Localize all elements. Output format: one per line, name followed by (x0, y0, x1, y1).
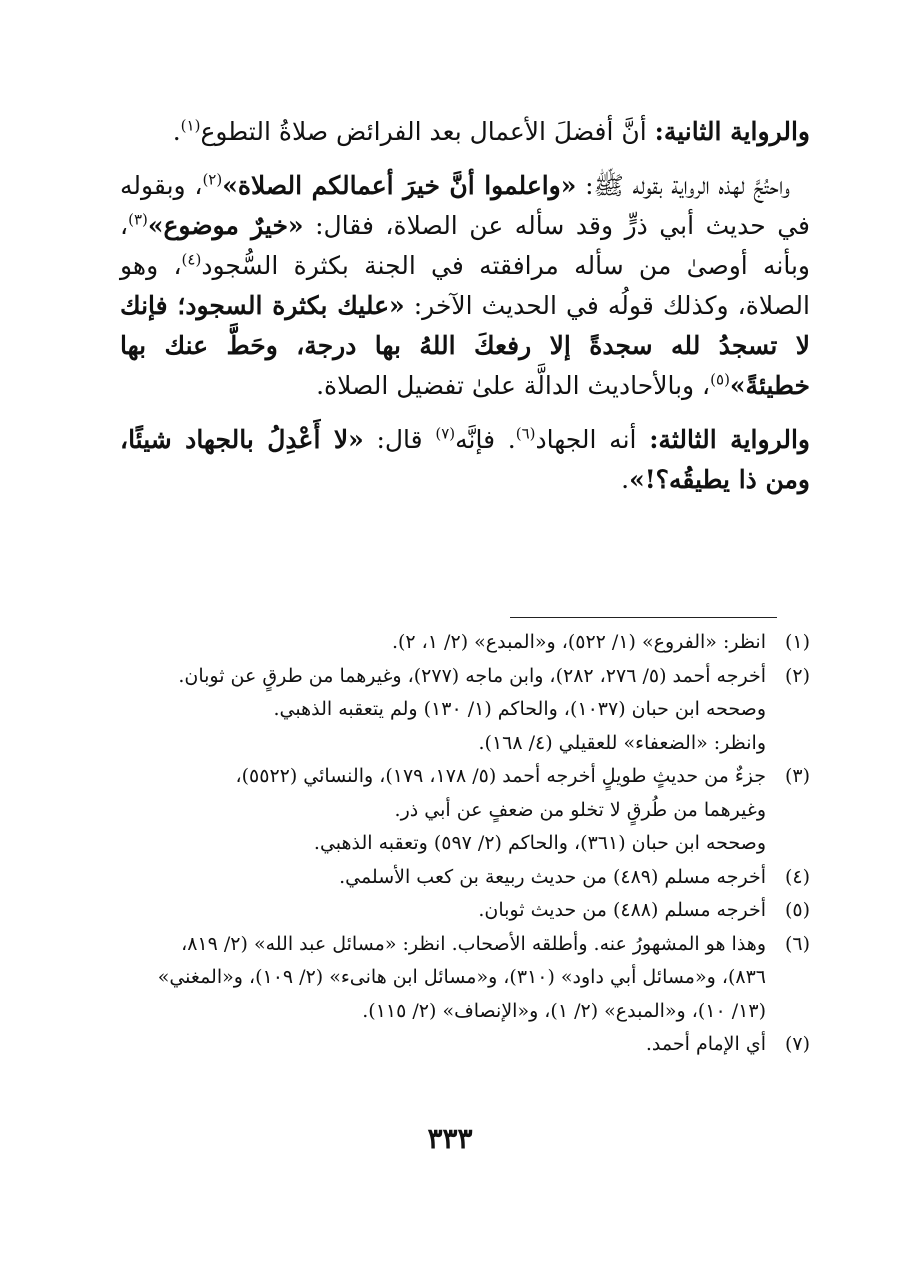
footnote-line: أخرجه مسلم (٤٨٨) من حديث ثوبان. (478, 899, 766, 921)
hadith-quote: «واعلموا أنَّ خيرَ أعمالكم الصلاة» (222, 171, 577, 200)
footnote-line: أي الإمام أحمد. (645, 1033, 766, 1055)
footnote-line: أخرجه مسلم (٤٨٩) من حديث ربيعة بن كعب الأسلمي. (339, 865, 766, 888)
paragraph-text: . (172, 117, 181, 146)
footnote-item (120, 1028, 810, 1062)
footnote-number: (١) (784, 631, 810, 653)
paragraph-text: ، وبالأحاديث الدالَّة علىٰ تفضيل الصلاة. (316, 371, 711, 400)
footnote-ref: (١) (180, 116, 201, 135)
footnote-body (120, 1028, 766, 1062)
footnote-ref: (٥) (710, 370, 730, 389)
footnote-body (120, 760, 766, 861)
footnote-line: انظر: «الفروع» (١/ ٥٢٢)، و«المبدع» (٢/ ١، ٢). (391, 631, 766, 653)
footnote-body (120, 626, 766, 660)
paragraph-text: أنَّ أفضلَ الأعمال بعد الفرائض صلاةُ التطوع (200, 117, 655, 146)
hadith-quote: «لا أَعْدِلُ بالجهاد شيئًا، ومن ذا يطيقُه؟!» (120, 425, 810, 494)
footnote-line: وانظر: «الضعفاء» للعقيلي (٤/ ١٦٨). (478, 731, 766, 754)
paragraph-text: واحتُجَّ لهذه الرواية بقوله ﷺ: (576, 171, 790, 200)
footnotes (120, 626, 810, 1062)
footnote-line: أخرجه أحمد (٥/ ٢٧٦، ٢٨٢)، وابن ماجه (٢٧٧)، وغيرهما من طرقٍ عن ثوبان. (178, 664, 766, 687)
paragraph-lead: والرواية الثانية: (654, 117, 810, 146)
paragraph-text: . (621, 465, 630, 494)
paragraph-second-narration (120, 112, 810, 152)
paragraph-text: ، وهو الصلاة، وكذلك قولُه في الحديث الآخر: (120, 251, 810, 320)
paragraph-text: ، وبقوله في حديث أبي ذرٍّ وقد سأله عن الصلاة، فقال: (120, 171, 810, 240)
footnote-line: ٨٣٦)، و«مسائل أبي داود» (٣١٠)، و«مسائل ابن هانىء» (٢/ ١٠٩)، و«المغني» (157, 966, 766, 988)
paragraph-text: قال: (363, 425, 436, 454)
footnote-item (120, 894, 810, 928)
paragraph-text: . فإنَّه (455, 425, 516, 454)
footnote-number: (٢) (784, 664, 810, 687)
footnote-ref: (٢) (202, 170, 223, 189)
paragraph-lead: والرواية الثالثة: (649, 425, 810, 454)
footnote-ref: (٣) (128, 210, 148, 229)
paragraph-third-narration (120, 420, 810, 500)
footnote-line: جزءٌ من حديثٍ طويلٍ أخرجه أحمد (٥/ ١٧٨، ١٧٩)، والنسائي (٥٥٢٢)، (235, 765, 766, 787)
paragraph-text: أنه الجهاد (535, 425, 650, 454)
main-text (120, 112, 810, 514)
hadith-quote: «خيرٌ موضوع» (147, 211, 304, 240)
footnote-number: (٥) (784, 899, 810, 921)
footnote-ref: (٤) (181, 250, 202, 269)
footnote-line: (١٣/ ١٠)، و«المبدع» (٢/ ١)، و«الإنصاف» (٢/ ١١٥). (362, 999, 766, 1022)
footnote-line: وصححه ابن حبان (١٠٣٧)، والحاكم (١/ ١٣٠) ولم يتعقبه الذهبي. (273, 698, 766, 720)
footnote-item (120, 626, 810, 660)
footnote-body (120, 928, 766, 1029)
footnote-body (120, 861, 766, 895)
hadith-quote: «عليك بكثرة السجود؛ فإنك لا تسجدُ لله سجدةً إلا رفعكَ اللهُ بها درجة، وحَطَّ عنك بها خطيئةً» (120, 291, 810, 400)
page-number: ٣٣٣ (427, 1122, 473, 1155)
footnote-line: وغيرهما من طُرقٍ لا تخلو من ضعفٍ عن أبي ذر. (394, 798, 766, 821)
footnote-number: (٣) (784, 765, 810, 787)
footnote-body (120, 660, 766, 761)
paragraph-argument (120, 166, 810, 406)
footnote-ref: (٦) (515, 424, 536, 443)
footnote-line: وهذا هو المشهورُ عنه. وأطلقه الأصحاب. انظر: «مسائل عبد الله» (٢/ ٨١٩، (181, 932, 766, 955)
footnote-separator (510, 617, 777, 618)
footnote-item (120, 760, 810, 861)
footnote-item (120, 861, 810, 895)
footnote-item (120, 660, 810, 761)
footnote-line: وصححه ابن حبان (٣٦١)، والحاكم (٢/ ٥٩٧) وتعقبه الذهبي. (313, 832, 766, 854)
paragraph-text: ، وبأنه أوصىٰ من سأله مرافقته في الجنة بكثرة السُّجود (120, 211, 811, 280)
footnote-item (120, 928, 810, 1029)
footnote-ref: (٧) (435, 424, 456, 443)
footnote-number: (٧) (784, 1033, 810, 1055)
footnote-number: (٦) (784, 932, 810, 955)
footnote-body (120, 894, 766, 928)
footnote-number: (٤) (784, 865, 810, 888)
